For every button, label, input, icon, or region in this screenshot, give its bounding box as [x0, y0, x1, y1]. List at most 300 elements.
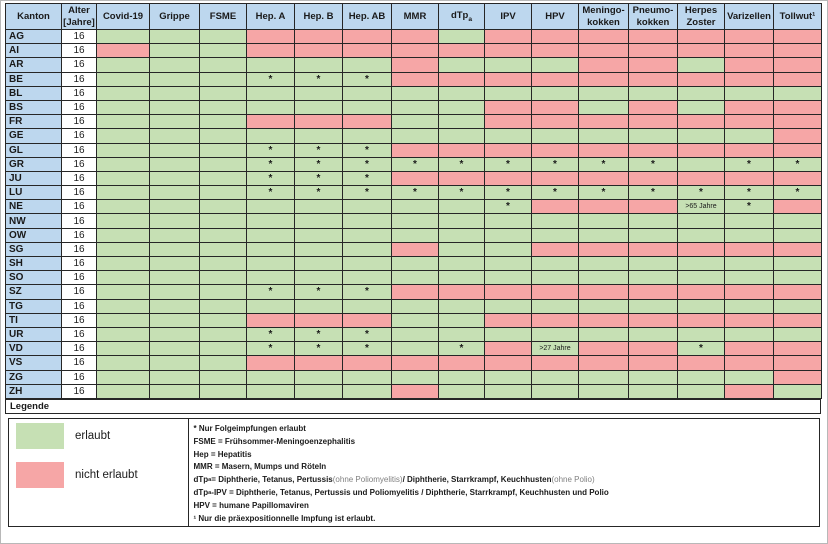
- cell-sz-hep-b: *: [295, 285, 343, 299]
- column-header-covid19: Covid-19: [97, 4, 150, 30]
- cell-ai-hep-ab: [343, 44, 392, 58]
- cell-ar-hep-a: [247, 58, 295, 72]
- cell-sz-fsme: [200, 285, 247, 299]
- cell-zh-hep-b: [295, 384, 343, 398]
- cell-be-dtpa: [439, 72, 485, 86]
- cell-zh-ipv: [485, 384, 532, 398]
- cell-zh-hpv: [532, 384, 579, 398]
- cell-zg-grippe: [150, 370, 200, 384]
- cell-ju-hpv: [532, 171, 579, 185]
- alter-cell: 16: [62, 384, 97, 398]
- cell-sh-fsme: [200, 257, 247, 271]
- cell-bl-pneumokokken: [629, 86, 678, 100]
- cell-sz-ipv: [485, 285, 532, 299]
- cell-lu-hpv: *: [532, 186, 579, 200]
- alter-cell: 16: [62, 72, 97, 86]
- kanton-cell: AR: [6, 58, 62, 72]
- cell-lu-herpes-zoster: *: [678, 186, 725, 200]
- table-row-SZ: [6, 285, 822, 299]
- cell-fr-herpes-zoster: [678, 115, 725, 129]
- legend: [8, 418, 827, 527]
- cell-bl-fsme: [200, 86, 247, 100]
- cell-ai-mmr: [392, 44, 439, 58]
- kanton-cell: SO: [6, 271, 62, 285]
- cell-ti-hpv: [532, 313, 579, 327]
- cell-sh-covid19: [97, 257, 150, 271]
- table-row-ZG: [6, 370, 822, 384]
- cell-ag-pneumokokken: [629, 30, 678, 44]
- alter-cell: 16: [62, 313, 97, 327]
- kanton-cell: VD: [6, 342, 62, 356]
- cell-be-meningokokken: [579, 72, 629, 86]
- cell-bs-hep-b: [295, 100, 343, 114]
- cell-tg-hep-a: [247, 299, 295, 313]
- cell-ag-hep-ab: [343, 30, 392, 44]
- alter-cell: 16: [62, 299, 97, 313]
- cell-gr-hpv: *: [532, 157, 579, 171]
- cell-vd-ipv: [485, 342, 532, 356]
- table-row-BE: [6, 72, 822, 86]
- cell-zh-meningokokken: [579, 384, 629, 398]
- kanton-cell: BS: [6, 100, 62, 114]
- cell-ai-dtpa: [439, 44, 485, 58]
- cell-ow-dtpa: [439, 228, 485, 242]
- cell-zh-fsme: [200, 384, 247, 398]
- cell-ne-covid19: [97, 200, 150, 214]
- kanton-cell: GL: [6, 143, 62, 157]
- alter-cell: 16: [62, 143, 97, 157]
- kanton-cell: GE: [6, 129, 62, 143]
- cell-so-hpv: [532, 271, 579, 285]
- cell-ge-hep-ab: [343, 129, 392, 143]
- cell-so-pneumokokken: [629, 271, 678, 285]
- cell-ur-meningokokken: [579, 327, 629, 341]
- cell-bl-grippe: [150, 86, 200, 100]
- cell-gl-varizellen: [725, 143, 774, 157]
- cell-vs-pneumokokken: [629, 356, 678, 370]
- cell-ge-tollwut: [774, 129, 822, 143]
- cell-ag-fsme: [200, 30, 247, 44]
- cell-ow-hep-a: [247, 228, 295, 242]
- cell-zg-pneumokokken: [629, 370, 678, 384]
- cell-sg-hep-a: [247, 242, 295, 256]
- cell-gr-hep-ab: *: [343, 157, 392, 171]
- cell-ag-hep-a: [247, 30, 295, 44]
- cell-ti-tollwut: [774, 313, 822, 327]
- cell-gl-ipv: [485, 143, 532, 157]
- cell-ur-grippe: [150, 327, 200, 341]
- table-row-NW: [6, 214, 822, 228]
- cell-nw-hpv: [532, 214, 579, 228]
- cell-bl-covid19: [97, 86, 150, 100]
- cell-tg-pneumokokken: [629, 299, 678, 313]
- cell-ne-ipv: *: [485, 200, 532, 214]
- table-row-AR: [6, 58, 822, 72]
- legend-key-box: [8, 418, 189, 527]
- cell-ar-varizellen: [725, 58, 774, 72]
- cell-sh-pneumokokken: [629, 257, 678, 271]
- kanton-cell: JU: [6, 171, 62, 185]
- cell-tg-covid19: [97, 299, 150, 313]
- table-header: [6, 4, 822, 30]
- column-header-grippe: Grippe: [150, 4, 200, 30]
- cell-gr-ipv: *: [485, 157, 532, 171]
- cell-nw-herpes-zoster: [678, 214, 725, 228]
- column-header-hpv: HPV: [532, 4, 579, 30]
- table-body: [6, 30, 822, 399]
- cell-ne-fsme: [200, 200, 247, 214]
- cell-so-fsme: [200, 271, 247, 285]
- kanton-cell: ZH: [6, 384, 62, 398]
- alter-cell: 16: [62, 356, 97, 370]
- cell-sh-grippe: [150, 257, 200, 271]
- table-row-FR: [6, 115, 822, 129]
- cell-bl-herpes-zoster: [678, 86, 725, 100]
- cell-ai-covid19: [97, 44, 150, 58]
- cell-vd-grippe: [150, 342, 200, 356]
- column-header-pneumokokken: Pneumo- kokken: [629, 4, 678, 30]
- cell-vs-grippe: [150, 356, 200, 370]
- cell-zg-hpv: [532, 370, 579, 384]
- cell-ne-hep-ab: [343, 200, 392, 214]
- cell-ge-hpv: [532, 129, 579, 143]
- cell-zg-fsme: [200, 370, 247, 384]
- cell-sg-ipv: [485, 242, 532, 256]
- cell-zg-hep-b: [295, 370, 343, 384]
- cell-gr-dtpa: *: [439, 157, 485, 171]
- cell-sz-grippe: [150, 285, 200, 299]
- cell-fr-pneumokokken: [629, 115, 678, 129]
- cell-sh-meningokokken: [579, 257, 629, 271]
- table-row-ZH: [6, 384, 822, 398]
- cell-lu-dtpa: *: [439, 186, 485, 200]
- cell-nw-tollwut: [774, 214, 822, 228]
- cell-nw-fsme: [200, 214, 247, 228]
- cell-ne-hep-b: [295, 200, 343, 214]
- cell-ar-fsme: [200, 58, 247, 72]
- alter-cell: 16: [62, 100, 97, 114]
- cell-sz-hep-ab: *: [343, 285, 392, 299]
- cell-gr-varizellen: *: [725, 157, 774, 171]
- cell-zg-ipv: [485, 370, 532, 384]
- legend-note: FSME = Frühsommer-Meningoenzephalitis: [193, 436, 356, 446]
- alter-cell: 16: [62, 58, 97, 72]
- cell-ge-pneumokokken: [629, 129, 678, 143]
- column-header-fsme: FSME: [200, 4, 247, 30]
- cell-vd-meningokokken: [579, 342, 629, 356]
- cell-ge-hep-b: [295, 129, 343, 143]
- cell-ju-hep-ab: *: [343, 171, 392, 185]
- cell-gl-mmr: [392, 143, 439, 157]
- cell-sz-hpv: [532, 285, 579, 299]
- header-row: [6, 4, 822, 30]
- cell-gl-pneumokokken: [629, 143, 678, 157]
- cell-zg-herpes-zoster: [678, 370, 725, 384]
- cell-nw-hep-ab: [343, 214, 392, 228]
- table-row-AI: [6, 44, 822, 58]
- cell-lu-hep-ab: *: [343, 186, 392, 200]
- cell-ar-hep-b: [295, 58, 343, 72]
- cell-bs-meningokokken: [579, 100, 629, 114]
- cell-sh-ipv: [485, 257, 532, 271]
- cell-vs-dtpa: [439, 356, 485, 370]
- cell-be-pneumokokken: [629, 72, 678, 86]
- cell-bl-meningokokken: [579, 86, 629, 100]
- cell-sg-meningokokken: [579, 242, 629, 256]
- cell-fr-hep-ab: [343, 115, 392, 129]
- cell-ju-herpes-zoster: [678, 171, 725, 185]
- allowed-label: erlaubt: [75, 429, 111, 442]
- cell-ne-herpes-zoster: >65 Jahre: [678, 200, 725, 214]
- cell-gl-hep-b: *: [295, 143, 343, 157]
- alter-cell: 16: [62, 342, 97, 356]
- cell-sh-dtpa: [439, 257, 485, 271]
- cell-ge-herpes-zoster: [678, 129, 725, 143]
- cell-sg-hep-ab: [343, 242, 392, 256]
- alter-cell: 16: [62, 257, 97, 271]
- cell-ow-fsme: [200, 228, 247, 242]
- kanton-cell: SG: [6, 242, 62, 256]
- cell-ur-hep-a: *: [247, 327, 295, 341]
- column-header-kanton: Kanton: [6, 4, 62, 30]
- cell-vd-herpes-zoster: *: [678, 342, 725, 356]
- cell-bl-hep-ab: [343, 86, 392, 100]
- cell-be-fsme: [200, 72, 247, 86]
- kanton-cell: SH: [6, 257, 62, 271]
- cell-ur-herpes-zoster: [678, 327, 725, 341]
- cell-tg-dtpa: [439, 299, 485, 313]
- cell-ar-hep-ab: [343, 58, 392, 72]
- cell-tg-meningokokken: [579, 299, 629, 313]
- cell-sz-meningokokken: [579, 285, 629, 299]
- cell-ti-covid19: [97, 313, 150, 327]
- cell-sz-covid19: [97, 285, 150, 299]
- cell-be-hep-b: *: [295, 72, 343, 86]
- cell-zh-mmr: [392, 384, 439, 398]
- cell-gr-meningokokken: *: [579, 157, 629, 171]
- cell-fr-dtpa: [439, 115, 485, 129]
- cell-ow-hpv: [532, 228, 579, 242]
- cell-nw-grippe: [150, 214, 200, 228]
- cell-lu-grippe: [150, 186, 200, 200]
- cell-ur-mmr: [392, 327, 439, 341]
- kanton-cell: LU: [6, 186, 62, 200]
- cell-ar-meningokokken: [579, 58, 629, 72]
- legend-notes: [188, 418, 820, 527]
- cell-so-grippe: [150, 271, 200, 285]
- cell-ne-tollwut: [774, 200, 822, 214]
- cell-so-meningokokken: [579, 271, 629, 285]
- cell-ow-tollwut: [774, 228, 822, 242]
- kanton-cell: BE: [6, 72, 62, 86]
- cell-sg-herpes-zoster: [678, 242, 725, 256]
- cell-ai-hpv: [532, 44, 579, 58]
- cell-ur-pneumokokken: [629, 327, 678, 341]
- cell-ur-dtpa: [439, 327, 485, 341]
- cell-vd-covid19: [97, 342, 150, 356]
- cell-ne-hep-a: [247, 200, 295, 214]
- cell-ag-dtpa: [439, 30, 485, 44]
- cell-lu-fsme: [200, 186, 247, 200]
- cell-vd-pneumokokken: [629, 342, 678, 356]
- cell-sg-varizellen: [725, 242, 774, 256]
- cell-sz-hep-a: *: [247, 285, 295, 299]
- cell-gl-herpes-zoster: [678, 143, 725, 157]
- cell-gl-meningokokken: [579, 143, 629, 157]
- table-row-GL: [6, 143, 822, 157]
- cell-ow-meningokokken: [579, 228, 629, 242]
- cell-tg-ipv: [485, 299, 532, 313]
- cell-ju-fsme: [200, 171, 247, 185]
- cell-ag-tollwut: [774, 30, 822, 44]
- column-header-dtpa: dTp$_a$: [439, 4, 485, 30]
- cell-tg-tollwut: [774, 299, 822, 313]
- cell-be-ipv: [485, 72, 532, 86]
- cell-ti-mmr: [392, 313, 439, 327]
- cell-fr-fsme: [200, 115, 247, 129]
- cell-ge-mmr: [392, 129, 439, 143]
- cell-bs-pneumokokken: [629, 100, 678, 114]
- cell-vd-hpv: >27 Jahre: [532, 342, 579, 356]
- cell-ju-varizellen: [725, 171, 774, 185]
- cell-sg-fsme: [200, 242, 247, 256]
- cell-sg-covid19: [97, 242, 150, 256]
- alter-cell: 16: [62, 129, 97, 143]
- cell-ag-mmr: [392, 30, 439, 44]
- alter-cell: 16: [62, 115, 97, 129]
- cell-ge-meningokokken: [579, 129, 629, 143]
- kanton-cell: UR: [6, 327, 62, 341]
- cell-ar-dtpa: [439, 58, 485, 72]
- cell-ow-varizellen: [725, 228, 774, 242]
- cell-tg-fsme: [200, 299, 247, 313]
- cell-ar-tollwut: [774, 58, 822, 72]
- cell-ai-tollwut: [774, 44, 822, 58]
- cell-bl-hep-b: [295, 86, 343, 100]
- cell-nw-pneumokokken: [629, 214, 678, 228]
- cell-so-hep-b: [295, 271, 343, 285]
- legend-item-allowed: [16, 423, 188, 449]
- cell-lu-pneumokokken: *: [629, 186, 678, 200]
- cell-vs-herpes-zoster: [678, 356, 725, 370]
- cell-ge-covid19: [97, 129, 150, 143]
- cell-vd-fsme: [200, 342, 247, 356]
- cell-ur-tollwut: [774, 327, 822, 341]
- table-row-SO: [6, 271, 822, 285]
- alter-cell: 16: [62, 30, 97, 44]
- cell-ti-pneumokokken: [629, 313, 678, 327]
- cell-ne-varizellen: *: [725, 200, 774, 214]
- cell-so-tollwut: [774, 271, 822, 285]
- cell-sz-herpes-zoster: [678, 285, 725, 299]
- cell-ur-hep-b: *: [295, 327, 343, 341]
- kanton-cell: AG: [6, 30, 62, 44]
- cell-lu-tollwut: *: [774, 186, 822, 200]
- cell-bs-hpv: [532, 100, 579, 114]
- legend-note: ¹ Nur die präexpositionnelle Impfung ist erlaubt.: [193, 514, 376, 524]
- cell-ge-fsme: [200, 129, 247, 143]
- cell-ti-hep-a: [247, 313, 295, 327]
- cell-fr-covid19: [97, 115, 150, 129]
- cell-ow-herpes-zoster: [678, 228, 725, 242]
- cell-ur-covid19: [97, 327, 150, 341]
- cell-gl-grippe: [150, 143, 200, 157]
- cell-zg-covid19: [97, 370, 150, 384]
- cell-so-covid19: [97, 271, 150, 285]
- cell-ju-meningokokken: [579, 171, 629, 185]
- cell-vs-hpv: [532, 356, 579, 370]
- alter-cell: 16: [62, 157, 97, 171]
- cell-sg-dtpa: [439, 242, 485, 256]
- cell-fr-varizellen: [725, 115, 774, 129]
- cell-tg-hep-ab: [343, 299, 392, 313]
- cell-vd-mmr: [392, 342, 439, 356]
- cell-ju-hep-b: *: [295, 171, 343, 185]
- cell-bs-covid19: [97, 100, 150, 114]
- cell-ag-hep-b: [295, 30, 343, 44]
- cell-gr-hep-b: *: [295, 157, 343, 171]
- cell-fr-grippe: [150, 115, 200, 129]
- cell-be-covid19: [97, 72, 150, 86]
- cell-gr-mmr: *: [392, 157, 439, 171]
- cell-nw-meningokokken: [579, 214, 629, 228]
- cell-bs-tollwut: [774, 100, 822, 114]
- table-row-NE: [6, 200, 822, 214]
- alter-cell: 16: [62, 285, 97, 299]
- cell-sg-grippe: [150, 242, 200, 256]
- cell-so-herpes-zoster: [678, 271, 725, 285]
- cell-vs-meningokokken: [579, 356, 629, 370]
- cell-sh-hpv: [532, 257, 579, 271]
- cell-ur-fsme: [200, 327, 247, 341]
- table-row-TG: [6, 299, 822, 313]
- cell-gr-grippe: [150, 157, 200, 171]
- cell-sz-tollwut: [774, 285, 822, 299]
- cell-ai-fsme: [200, 44, 247, 58]
- cell-nw-hep-a: [247, 214, 295, 228]
- cell-vd-dtpa: *: [439, 342, 485, 356]
- cell-ur-hpv: [532, 327, 579, 341]
- cell-tg-varizellen: [725, 299, 774, 313]
- cell-ju-tollwut: [774, 171, 822, 185]
- cell-ai-ipv: [485, 44, 532, 58]
- kanton-cell: TG: [6, 299, 62, 313]
- cell-gl-hpv: [532, 143, 579, 157]
- kanton-cell: TI: [6, 313, 62, 327]
- cell-ti-varizellen: [725, 313, 774, 327]
- cell-zg-meningokokken: [579, 370, 629, 384]
- cell-tg-hep-b: [295, 299, 343, 313]
- cell-ti-grippe: [150, 313, 200, 327]
- cell-gr-fsme: [200, 157, 247, 171]
- cell-sh-hep-a: [247, 257, 295, 271]
- cell-ag-covid19: [97, 30, 150, 44]
- cell-ow-hep-b: [295, 228, 343, 242]
- column-header-tollwut: Tollwut¹: [774, 4, 822, 30]
- cell-nw-ipv: [485, 214, 532, 228]
- alter-cell: 16: [62, 228, 97, 242]
- cell-ow-ipv: [485, 228, 532, 242]
- table-row-BL: [6, 86, 822, 100]
- cell-ai-herpes-zoster: [678, 44, 725, 58]
- cell-fr-mmr: [392, 115, 439, 129]
- cell-ti-fsme: [200, 313, 247, 327]
- cell-ai-varizellen: [725, 44, 774, 58]
- cell-tg-hpv: [532, 299, 579, 313]
- cell-sz-dtpa: [439, 285, 485, 299]
- cell-bs-grippe: [150, 100, 200, 114]
- cell-ge-grippe: [150, 129, 200, 143]
